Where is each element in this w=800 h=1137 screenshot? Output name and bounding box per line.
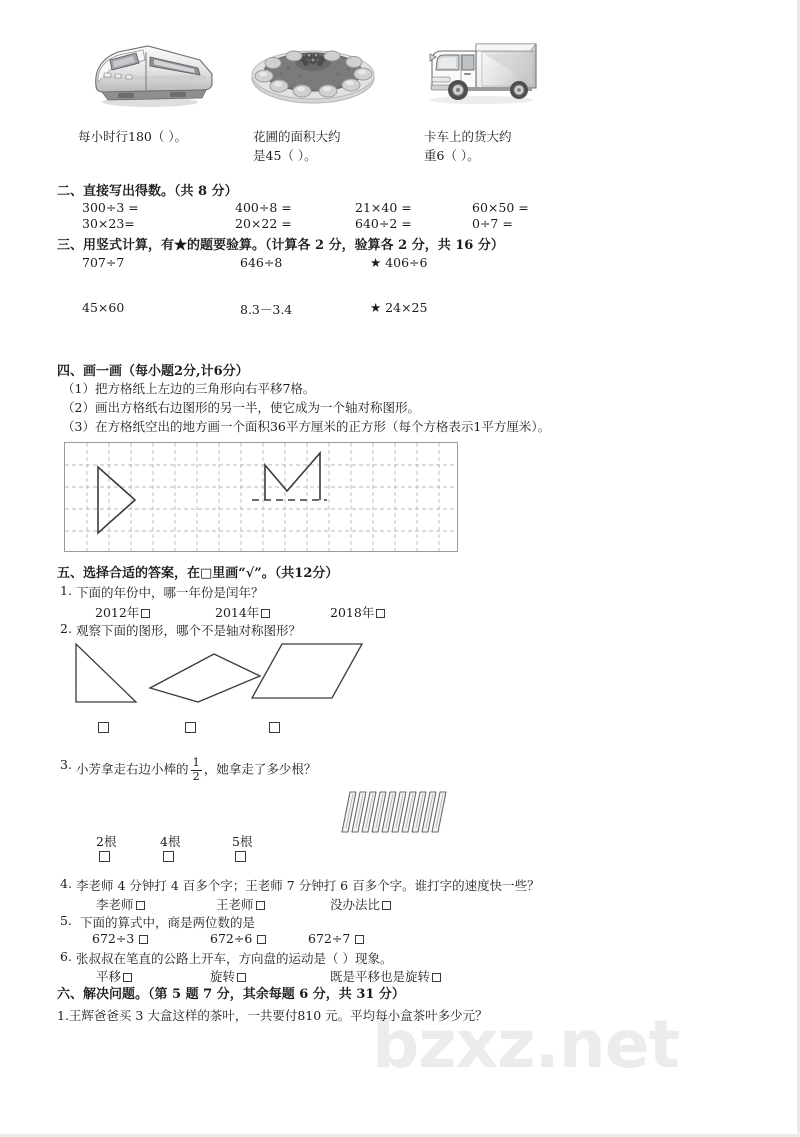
fraction-numerator: 1 xyxy=(192,755,200,769)
fraction-denominator: 2 xyxy=(192,768,200,783)
section-5-heading: 五、选择合适的答案，在□里画“√”。（共12分） xyxy=(57,566,339,581)
s5-q3-option-1-label: 2根 xyxy=(96,834,117,849)
s5-q5-number: 5. xyxy=(60,913,72,928)
s5-q4-option-1-label: 李老师 xyxy=(96,897,134,912)
section4-item-1: （1）把方格纸上左边的三角形向右平移7格。 xyxy=(62,381,316,396)
checkbox-icon[interactable] xyxy=(355,935,364,944)
checkbox-icon[interactable] xyxy=(123,973,132,982)
parallelogram-shape xyxy=(250,640,366,704)
counting-sticks-bundle xyxy=(330,786,448,838)
s5-q3-option-1-checkbox[interactable] xyxy=(99,851,110,862)
flower-bed-illustration xyxy=(248,28,378,110)
section2-r1c3: 21×40 = xyxy=(355,200,412,215)
s5-q3-option-3-checkbox[interactable] xyxy=(235,851,246,862)
s5-q2-number: 2. xyxy=(60,621,72,636)
s5-q3-option-2-label: 4根 xyxy=(160,834,181,849)
section2-r2c1: 30×23= xyxy=(82,216,135,231)
s5-q1-option-2[interactable] xyxy=(215,603,270,621)
triangle-shape xyxy=(98,467,135,533)
grid-paper[interactable] xyxy=(64,442,458,552)
s5-q3-text xyxy=(76,757,316,782)
s5-q5-option-1-label: 672÷3 xyxy=(92,931,135,946)
checkbox-icon[interactable] xyxy=(139,935,148,944)
site-watermark: bzxz.net xyxy=(372,1006,680,1083)
high-speed-train-illustration xyxy=(88,30,218,110)
section3-r2c1: 45×60 xyxy=(82,300,125,315)
s5-q6-option-2-label: 旋转 xyxy=(210,969,236,984)
section4-item-3: （3）在方格纸空出的地方画一个面积36平方厘米的正方形（每个方格表示1平方厘米）。 xyxy=(62,419,551,434)
s5-q1-text: 下面的年份中，哪一年份是闰年？ xyxy=(76,585,264,600)
checkbox-icon[interactable] xyxy=(432,973,441,982)
section3-r2c3: ★ 24×25 xyxy=(370,300,428,315)
checkbox-icon[interactable] xyxy=(141,609,150,618)
s5-q2-option-1[interactable] xyxy=(98,722,109,733)
section2-r1c1: 300÷3 = xyxy=(82,200,139,215)
s5-q1-option-3[interactable] xyxy=(330,603,385,621)
box-truck-illustration xyxy=(418,30,546,110)
section-6-heading: 六、解决问题。（第 5 题 7 分，其余每题 6 分，共 31 分） xyxy=(57,987,405,1002)
section4-item-2: （2）画出方格纸右边图形的另一半，使它成为一个轴对称图形。 xyxy=(62,400,420,415)
checkbox-icon[interactable] xyxy=(376,609,385,618)
checkbox-icon[interactable] xyxy=(382,901,391,910)
s5-q3-text-before: 小芳拿走右边小棒的 xyxy=(76,761,189,777)
s5-q3-number: 3. xyxy=(60,757,72,772)
s5-q4-option-3[interactable] xyxy=(330,895,391,913)
checkbox-icon[interactable] xyxy=(237,973,246,982)
right-triangle-shape xyxy=(72,640,142,710)
s5-q3-text-after: ，她拿走了多少根？ xyxy=(203,761,317,777)
fraction-one-half xyxy=(191,757,202,782)
s5-q5-option-3[interactable] xyxy=(308,931,364,946)
checkbox-icon[interactable] xyxy=(163,851,174,862)
section-6-question-1: 1.王辉爸爸买 3 大盒这样的茶叶，一共要付810 元。平均每小盒茶叶多少元？ xyxy=(57,1008,488,1023)
s5-q5-option-3-label: 672÷7 xyxy=(308,931,351,946)
s5-q3-option-3-label: 5根 xyxy=(232,834,253,849)
s5-q1-option-2-label: 2014年 xyxy=(215,605,260,620)
s5-q1-number: 1. xyxy=(60,583,72,598)
s5-q6-number: 6. xyxy=(60,949,72,964)
s5-q6-text: 张叔叔在笔直的公路上开车，方向盘的运动是（ ）现象。 xyxy=(76,951,393,966)
picture-caption-3-line2: 重6（ ）。 xyxy=(424,148,480,163)
s5-q1-option-1[interactable] xyxy=(95,603,150,621)
s5-q1-option-3-label: 2018年 xyxy=(330,605,375,620)
s5-q5-option-1[interactable] xyxy=(92,931,148,946)
section3-r1c1: 707÷7 xyxy=(82,255,125,270)
s5-q3-option-2-checkbox[interactable] xyxy=(163,851,174,862)
picture-caption-1-line1: 每小时行180（ ）。 xyxy=(78,129,188,144)
grid-paper-canvas xyxy=(65,443,458,552)
checkbox-icon[interactable] xyxy=(98,722,109,733)
picture-caption-2-line2: 是45（ ）。 xyxy=(253,148,317,163)
s5-q6-option-3-label: 既是平移也是旋转 xyxy=(330,969,431,984)
s5-q2-text: 观察下面的图形，哪个不是轴对称图形？ xyxy=(76,623,302,638)
s5-q6-option-1-label: 平移 xyxy=(96,969,122,984)
s5-q5-option-2-label: 672÷6 xyxy=(210,931,253,946)
checkbox-icon[interactable] xyxy=(136,901,145,910)
section3-r1c3: ★ 406÷6 xyxy=(370,255,428,270)
s5-q4-text: 李老师 4 分钟打 4 百多个字；王老师 7 分钟打 6 百多个字。谁打字的速度快一些？ xyxy=(76,878,540,893)
section2-r2c4: 0÷7 = xyxy=(472,216,513,231)
checkbox-icon[interactable] xyxy=(256,901,265,910)
checkbox-icon[interactable] xyxy=(257,935,266,944)
section2-r1c4: 60×50 = xyxy=(472,200,529,215)
s5-q4-option-1[interactable] xyxy=(96,895,145,913)
s5-q4-option-2-label: 王老师 xyxy=(216,897,254,912)
section2-r2c2: 20×22 = xyxy=(235,216,292,231)
s5-q2-option-2[interactable] xyxy=(185,722,196,733)
s5-q4-option-3-label: 没办法比 xyxy=(330,897,381,912)
s5-q4-option-2[interactable] xyxy=(216,895,265,913)
s5-q5-text: 下面的算式中，商是两位数的是 xyxy=(80,915,256,930)
section2-r1c2: 400÷8 = xyxy=(235,200,292,215)
section-4-heading: 四、画一画（每小题2分,计6分） xyxy=(57,364,249,379)
checkbox-icon[interactable] xyxy=(269,722,280,733)
s5-q1-option-1-label: 2012年 xyxy=(95,605,140,620)
checkbox-icon[interactable] xyxy=(235,851,246,862)
rhombus-shape xyxy=(148,646,264,706)
section-3-heading: 三、用竖式计算，有★的题要验算。（计算各 2 分，验算各 2 分，共 16 分） xyxy=(57,238,504,253)
section-2-heading: 二、直接写出得数。（共 8 分） xyxy=(57,184,238,199)
section3-r1c2: 646÷8 xyxy=(240,255,283,270)
section3-r2c2: 8.3－3.4 xyxy=(240,302,293,317)
checkbox-icon[interactable] xyxy=(99,851,110,862)
checkbox-icon[interactable] xyxy=(185,722,196,733)
picture-caption-3-line1: 卡车上的货大约 xyxy=(424,129,512,144)
picture-caption-2-line1: 花圃的面积大约 xyxy=(253,129,341,144)
s5-q2-option-3[interactable] xyxy=(269,722,280,733)
s5-q5-option-2[interactable] xyxy=(210,931,266,946)
section2-r2c3: 640÷2 = xyxy=(355,216,412,231)
checkbox-icon[interactable] xyxy=(261,609,270,618)
s5-q4-number: 4. xyxy=(60,876,72,891)
